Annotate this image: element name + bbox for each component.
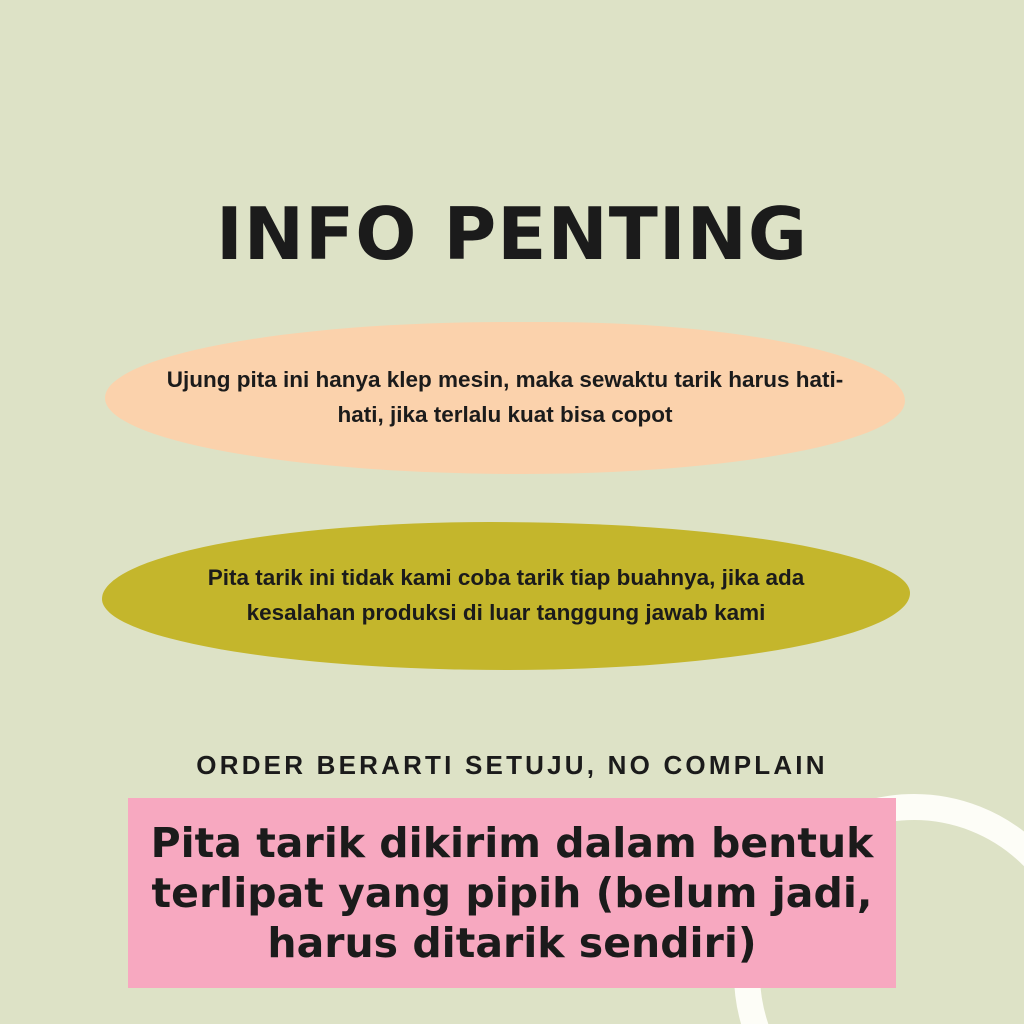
note-bubble-olive — [102, 522, 910, 670]
highlight-banner-text: Pita tarik dikirim dalam bentuk terlipat yang pipih (belum jadi, harus ditarik sendiri) — [150, 818, 874, 967]
page-title: INFO PENTING — [216, 192, 808, 276]
note-bubble-olive-text: Pita tarik ini tidak kami coba tarik tiap buahnya, jika ada kesalahan produksi di luar tanggung jawab kami — [207, 565, 805, 625]
agreement-statement: ORDER BERARTI SETUJU, NO COMPLAIN — [196, 750, 828, 780]
note-bubble-peach — [105, 322, 905, 474]
note-bubble-peach-text: Ujung pita ini hanya klep mesin, maka sewaktu tarik harus hati-hati, jika terlalu kuat bisa copot — [166, 367, 844, 427]
highlight-banner — [128, 798, 896, 988]
